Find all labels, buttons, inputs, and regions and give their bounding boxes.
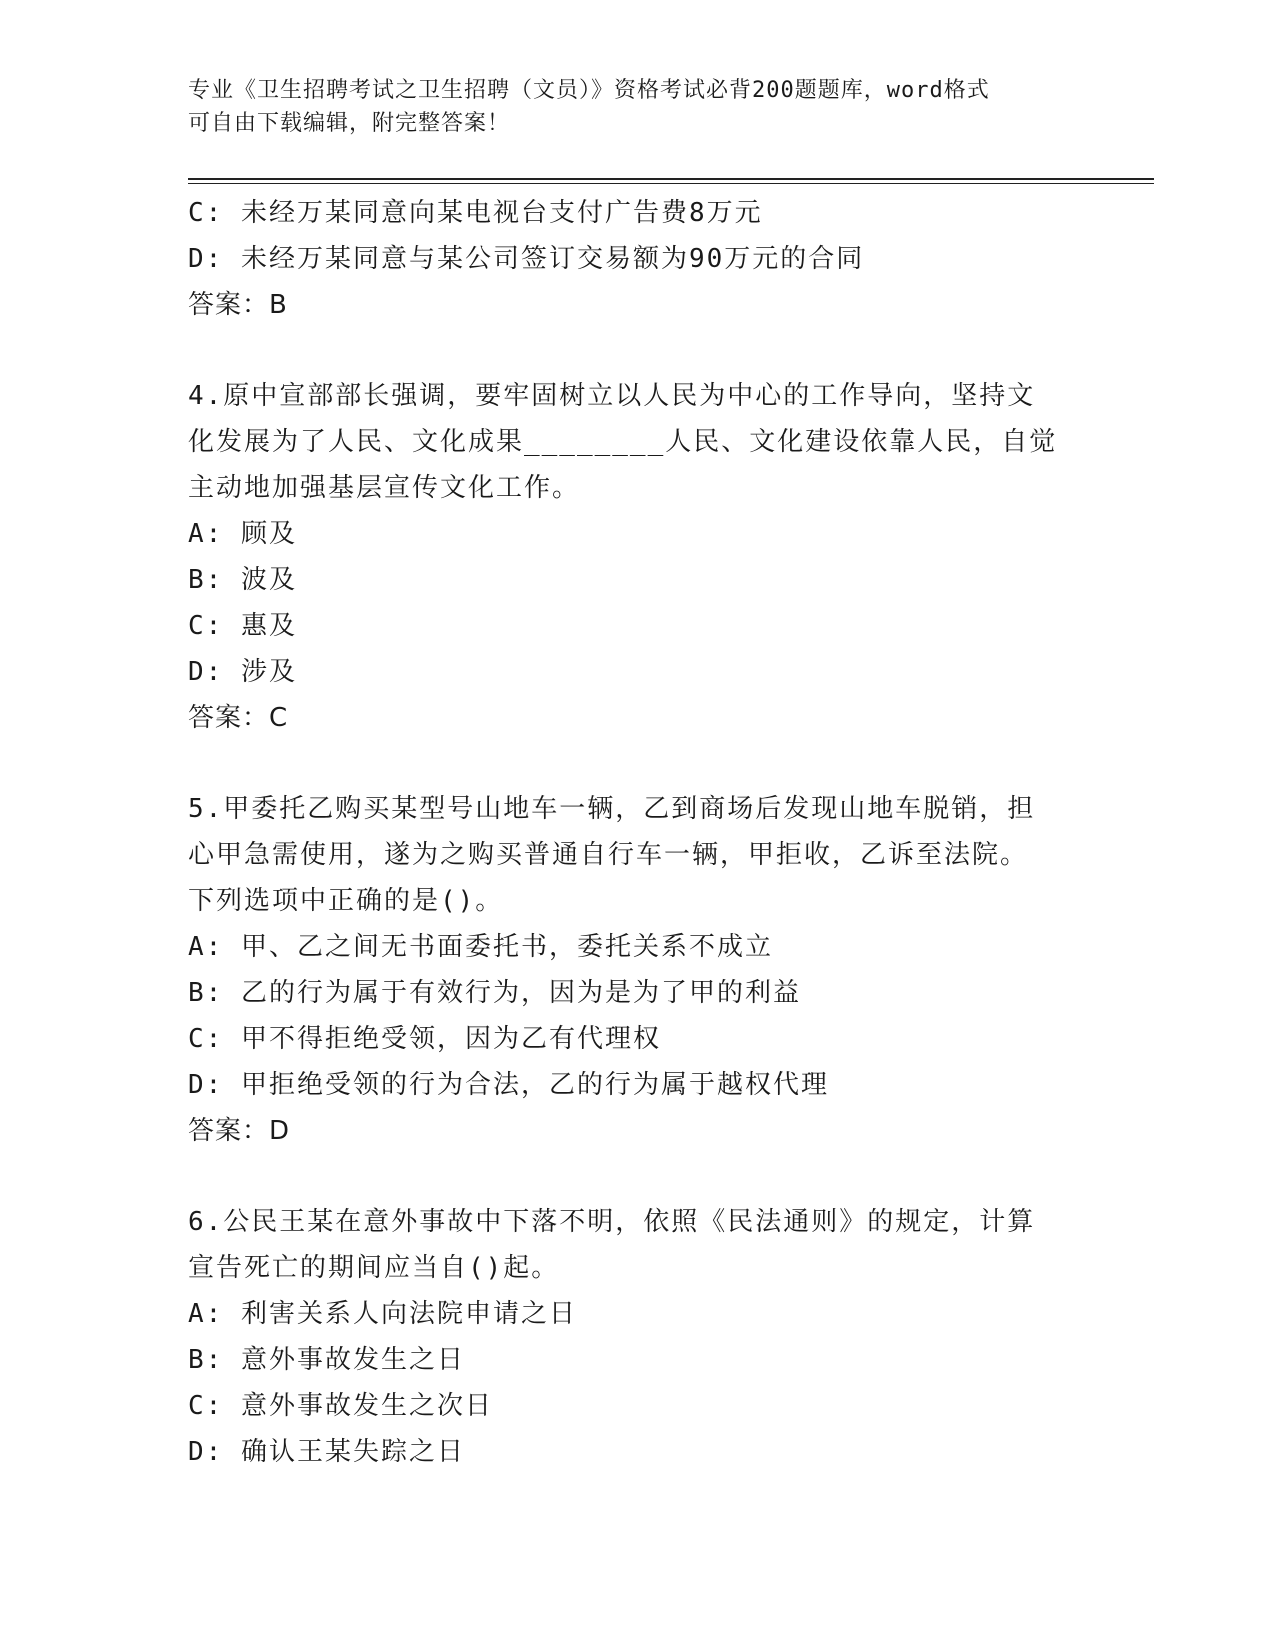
question-6-option-c: C: 意外事故发生之次日 xyxy=(188,1391,493,1421)
question-6-option-b: B: 意外事故发生之日 xyxy=(188,1345,465,1375)
question-5-option-d: D: 甲拒绝受领的行为合法，乙的行为属于越权代理 xyxy=(188,1070,829,1100)
question-5-stem-line-3: 下列选项中正确的是()。 xyxy=(188,886,504,916)
question-3-option-c: C: 未经万某同意向某电视台支付广告费8万元 xyxy=(188,198,763,228)
question-4-option-b: B: 波及 xyxy=(188,565,297,595)
question-4-stem-line-1: 4.原中宣部部长强调，要牢固树立以人民为中心的工作导向，坚持文 xyxy=(188,381,1036,411)
question-5-stem-line-1: 5.甲委托乙购买某型号山地车一辆，乙到商场后发现山地车脱销，担 xyxy=(188,794,1036,824)
question-6 xyxy=(188,1199,1068,1475)
question-4-stem-line-3: 主动地加强基层宣传文化工作。 xyxy=(188,473,581,503)
question-5-stem-line-2: 心甲急需使用，遂为之购买普通自行车一辆，甲拒收，乙诉至法院。 xyxy=(188,840,1029,870)
question-6-option-d: D: 确认王某失踪之日 xyxy=(188,1437,465,1467)
question-3 xyxy=(188,190,1068,328)
question-5-option-b: B: 乙的行为属于有效行为，因为是为了甲的利益 xyxy=(188,978,801,1008)
header-divider xyxy=(188,178,1154,184)
question-4-option-a: A: 顾及 xyxy=(188,519,297,549)
question-5-answer: 答案：D xyxy=(188,1116,291,1146)
question-4 xyxy=(188,373,1068,741)
header-title-line-1: 专业《卫生招聘考试之卫生招聘（文员）》资格考试必背200题题库，word格式 xyxy=(188,78,990,103)
question-6-option-a: A: 利害关系人向法院申请之日 xyxy=(188,1299,577,1329)
question-4-option-c: C: 惠及 xyxy=(188,611,297,641)
question-6-stem-line-1: 6.公民王某在意外事故中下落不明，依照《民法通则》的规定，计算 xyxy=(188,1207,1036,1237)
document-header xyxy=(188,74,1088,140)
question-5-option-c: C: 甲不得拒绝受领，因为乙有代理权 xyxy=(188,1024,661,1054)
question-4-stem-line-2: 化发展为了人民、文化成果________人民、文化建设依靠人民，自觉 xyxy=(188,427,1058,457)
question-3-answer: 答案：B xyxy=(188,290,288,320)
question-4-option-d: D: 涉及 xyxy=(188,657,297,687)
question-5 xyxy=(188,786,1068,1154)
question-3-option-d: D: 未经万某同意与某公司签订交易额为90万元的合同 xyxy=(188,244,865,274)
question-6-stem-line-2: 宣告死亡的期间应当自()起。 xyxy=(188,1253,560,1283)
question-5-option-a: A: 甲、乙之间无书面委托书，委托关系不成立 xyxy=(188,932,773,962)
document-body xyxy=(188,190,1068,1475)
header-title-line-2: 可自由下载编辑，附完整答案！ xyxy=(188,111,511,136)
question-4-answer: 答案：C xyxy=(188,703,289,733)
